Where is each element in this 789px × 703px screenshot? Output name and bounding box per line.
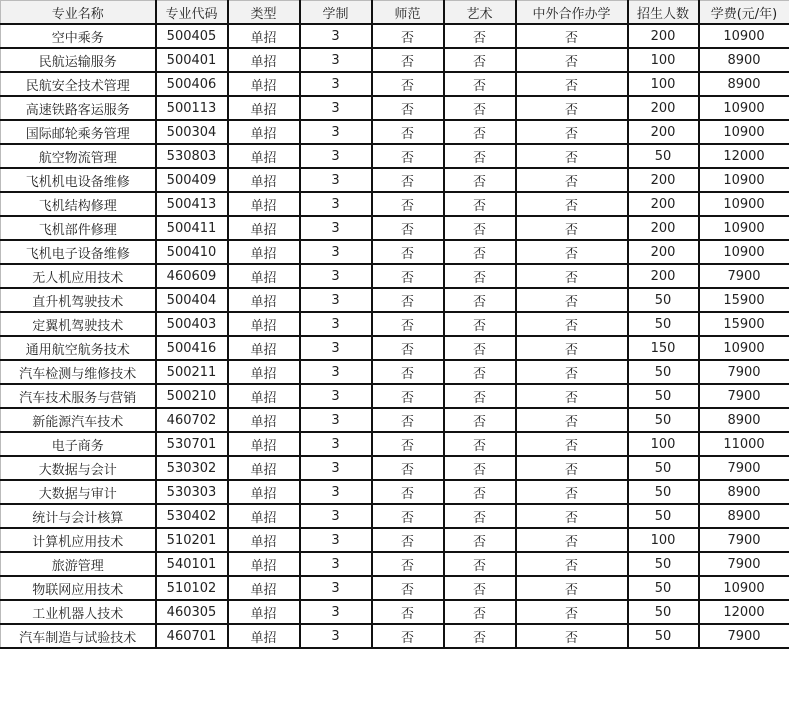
cell-duration: 3 (300, 168, 372, 192)
cell-art: 否 (444, 552, 516, 576)
cell-duration: 3 (300, 360, 372, 384)
cell-type: 单招 (228, 504, 300, 528)
cell-tuition: 15900 (699, 288, 789, 312)
cell-tuition: 7900 (699, 384, 789, 408)
cell-major-code: 500405 (156, 24, 228, 48)
cell-duration: 3 (300, 96, 372, 120)
cell-joint-program: 否 (516, 288, 628, 312)
cell-joint-program: 否 (516, 216, 628, 240)
table-row (1, 432, 789, 456)
cell-enrollment: 50 (628, 576, 699, 600)
cell-joint-program: 否 (516, 336, 628, 360)
cell-major-code: 500113 (156, 96, 228, 120)
cell-normal-school: 否 (372, 552, 444, 576)
cell-major-name: 旅游管理 (1, 552, 156, 576)
cell-type: 单招 (228, 24, 300, 48)
cell-normal-school: 否 (372, 72, 444, 96)
cell-duration: 3 (300, 504, 372, 528)
column-header-major-name: 专业名称 (1, 1, 156, 25)
cell-type: 单招 (228, 432, 300, 456)
cell-joint-program: 否 (516, 408, 628, 432)
cell-major-code: 460701 (156, 624, 228, 648)
cell-major-name: 计算机应用技术 (1, 528, 156, 552)
cell-major-name: 大数据与审计 (1, 480, 156, 504)
cell-normal-school: 否 (372, 336, 444, 360)
cell-enrollment: 100 (628, 432, 699, 456)
cell-major-name: 无人机应用技术 (1, 264, 156, 288)
cell-enrollment: 50 (628, 456, 699, 480)
column-header-joint-program: 中外合作办学 (516, 1, 628, 25)
cell-duration: 3 (300, 264, 372, 288)
cell-major-name: 国际邮轮乘务管理 (1, 120, 156, 144)
cell-duration: 3 (300, 600, 372, 624)
table-row (1, 48, 789, 72)
column-header-art: 艺术 (444, 1, 516, 25)
cell-type: 单招 (228, 408, 300, 432)
table-row (1, 144, 789, 168)
cell-enrollment: 50 (628, 480, 699, 504)
cell-art: 否 (444, 24, 516, 48)
cell-type: 单招 (228, 168, 300, 192)
column-header-type: 类型 (228, 1, 300, 25)
cell-type: 单招 (228, 528, 300, 552)
cell-tuition: 8900 (699, 408, 789, 432)
cell-major-name: 工业机器人技术 (1, 600, 156, 624)
cell-duration: 3 (300, 192, 372, 216)
cell-major-name: 直升机驾驶技术 (1, 288, 156, 312)
cell-art: 否 (444, 48, 516, 72)
cell-normal-school: 否 (372, 216, 444, 240)
cell-tuition: 10900 (699, 96, 789, 120)
cell-type: 单招 (228, 312, 300, 336)
table-row (1, 216, 789, 240)
cell-joint-program: 否 (516, 312, 628, 336)
header-row (1, 1, 789, 25)
cell-duration: 3 (300, 528, 372, 552)
cell-art: 否 (444, 312, 516, 336)
cell-joint-program: 否 (516, 264, 628, 288)
cell-art: 否 (444, 216, 516, 240)
cell-enrollment: 200 (628, 24, 699, 48)
cell-tuition: 10900 (699, 240, 789, 264)
cell-art: 否 (444, 432, 516, 456)
cell-joint-program: 否 (516, 456, 628, 480)
cell-duration: 3 (300, 480, 372, 504)
cell-enrollment: 50 (628, 408, 699, 432)
table-row (1, 576, 789, 600)
cell-art: 否 (444, 624, 516, 648)
cell-major-name: 大数据与会计 (1, 456, 156, 480)
cell-art: 否 (444, 504, 516, 528)
cell-joint-program: 否 (516, 600, 628, 624)
cell-normal-school: 否 (372, 600, 444, 624)
cell-normal-school: 否 (372, 96, 444, 120)
cell-enrollment: 50 (628, 504, 699, 528)
cell-major-name: 民航运输服务 (1, 48, 156, 72)
cell-type: 单招 (228, 120, 300, 144)
cell-enrollment: 50 (628, 600, 699, 624)
cell-type: 单招 (228, 480, 300, 504)
cell-normal-school: 否 (372, 432, 444, 456)
cell-major-name: 物联网应用技术 (1, 576, 156, 600)
cell-art: 否 (444, 72, 516, 96)
cell-tuition: 10900 (699, 120, 789, 144)
cell-tuition: 10900 (699, 336, 789, 360)
cell-tuition: 10900 (699, 168, 789, 192)
cell-normal-school: 否 (372, 624, 444, 648)
column-header-major-code: 专业代码 (156, 1, 228, 25)
cell-major-name: 飞机电子设备维修 (1, 240, 156, 264)
cell-major-code: 500403 (156, 312, 228, 336)
cell-type: 单招 (228, 456, 300, 480)
cell-duration: 3 (300, 288, 372, 312)
cell-major-code: 530302 (156, 456, 228, 480)
table-row (1, 168, 789, 192)
cell-type: 单招 (228, 384, 300, 408)
cell-type: 单招 (228, 600, 300, 624)
column-header-tuition: 学费(元/年) (699, 1, 789, 25)
cell-type: 单招 (228, 336, 300, 360)
cell-major-code: 530303 (156, 480, 228, 504)
cell-duration: 3 (300, 72, 372, 96)
cell-art: 否 (444, 480, 516, 504)
cell-duration: 3 (300, 432, 372, 456)
cell-normal-school: 否 (372, 480, 444, 504)
cell-joint-program: 否 (516, 192, 628, 216)
cell-normal-school: 否 (372, 240, 444, 264)
cell-major-name: 汽车检测与维修技术 (1, 360, 156, 384)
cell-major-code: 500416 (156, 336, 228, 360)
cell-tuition: 8900 (699, 504, 789, 528)
table-row (1, 360, 789, 384)
column-header-normal-school: 师范 (372, 1, 444, 25)
cell-major-code: 500413 (156, 192, 228, 216)
cell-major-name: 定翼机驾驶技术 (1, 312, 156, 336)
cell-major-name: 汽车制造与试验技术 (1, 624, 156, 648)
cell-major-name: 汽车技术服务与营销 (1, 384, 156, 408)
cell-major-code: 510201 (156, 528, 228, 552)
cell-major-code: 500410 (156, 240, 228, 264)
column-header-duration: 学制 (300, 1, 372, 25)
cell-tuition: 8900 (699, 72, 789, 96)
cell-major-name: 民航安全技术管理 (1, 72, 156, 96)
cell-enrollment: 100 (628, 528, 699, 552)
table-row (1, 288, 789, 312)
cell-joint-program: 否 (516, 480, 628, 504)
cell-type: 单招 (228, 264, 300, 288)
cell-art: 否 (444, 192, 516, 216)
table-row (1, 504, 789, 528)
cell-tuition: 12000 (699, 144, 789, 168)
cell-type: 单招 (228, 288, 300, 312)
cell-normal-school: 否 (372, 384, 444, 408)
cell-enrollment: 100 (628, 48, 699, 72)
table-row (1, 24, 789, 48)
table-row (1, 552, 789, 576)
cell-normal-school: 否 (372, 192, 444, 216)
table-row (1, 600, 789, 624)
cell-tuition: 11000 (699, 432, 789, 456)
cell-tuition: 7900 (699, 264, 789, 288)
cell-joint-program: 否 (516, 528, 628, 552)
cell-major-name: 通用航空航务技术 (1, 336, 156, 360)
cell-major-code: 460702 (156, 408, 228, 432)
cell-duration: 3 (300, 336, 372, 360)
cell-major-code: 540101 (156, 552, 228, 576)
cell-joint-program: 否 (516, 576, 628, 600)
cell-enrollment: 50 (628, 288, 699, 312)
cell-major-code: 500404 (156, 288, 228, 312)
cell-tuition: 10900 (699, 576, 789, 600)
cell-duration: 3 (300, 456, 372, 480)
cell-tuition: 7900 (699, 624, 789, 648)
cell-enrollment: 200 (628, 216, 699, 240)
cell-enrollment: 50 (628, 384, 699, 408)
cell-tuition: 10900 (699, 216, 789, 240)
table-row (1, 624, 789, 648)
cell-major-name: 电子商务 (1, 432, 156, 456)
cell-type: 单招 (228, 192, 300, 216)
cell-major-name: 统计与会计核算 (1, 504, 156, 528)
cell-enrollment: 50 (628, 624, 699, 648)
cell-joint-program: 否 (516, 432, 628, 456)
cell-joint-program: 否 (516, 360, 628, 384)
cell-art: 否 (444, 384, 516, 408)
cell-enrollment: 150 (628, 336, 699, 360)
cell-major-name: 航空物流管理 (1, 144, 156, 168)
table-row (1, 264, 789, 288)
cell-enrollment: 200 (628, 192, 699, 216)
cell-type: 单招 (228, 360, 300, 384)
cell-joint-program: 否 (516, 552, 628, 576)
cell-major-code: 500411 (156, 216, 228, 240)
table-row (1, 408, 789, 432)
table-row (1, 240, 789, 264)
cell-joint-program: 否 (516, 24, 628, 48)
cell-duration: 3 (300, 48, 372, 72)
cell-art: 否 (444, 288, 516, 312)
cell-tuition: 15900 (699, 312, 789, 336)
cell-joint-program: 否 (516, 384, 628, 408)
cell-tuition: 7900 (699, 456, 789, 480)
cell-major-code: 460609 (156, 264, 228, 288)
cell-art: 否 (444, 96, 516, 120)
cell-major-code: 500210 (156, 384, 228, 408)
cell-major-code: 530803 (156, 144, 228, 168)
cell-normal-school: 否 (372, 312, 444, 336)
cell-enrollment: 200 (628, 264, 699, 288)
table-row (1, 120, 789, 144)
cell-art: 否 (444, 456, 516, 480)
cell-art: 否 (444, 168, 516, 192)
table-row (1, 456, 789, 480)
cell-joint-program: 否 (516, 96, 628, 120)
cell-enrollment: 50 (628, 552, 699, 576)
cell-duration: 3 (300, 144, 372, 168)
cell-major-code: 500406 (156, 72, 228, 96)
cell-type: 单招 (228, 216, 300, 240)
cell-joint-program: 否 (516, 504, 628, 528)
cell-type: 单招 (228, 72, 300, 96)
cell-duration: 3 (300, 624, 372, 648)
cell-major-code: 500304 (156, 120, 228, 144)
cell-tuition: 10900 (699, 24, 789, 48)
cell-major-code: 460305 (156, 600, 228, 624)
cell-major-code: 530402 (156, 504, 228, 528)
cell-major-code: 500401 (156, 48, 228, 72)
cell-major-code: 500409 (156, 168, 228, 192)
cell-art: 否 (444, 360, 516, 384)
cell-art: 否 (444, 144, 516, 168)
cell-joint-program: 否 (516, 72, 628, 96)
cell-duration: 3 (300, 384, 372, 408)
cell-art: 否 (444, 528, 516, 552)
cell-art: 否 (444, 120, 516, 144)
cell-joint-program: 否 (516, 240, 628, 264)
table-row (1, 192, 789, 216)
cell-major-name: 新能源汽车技术 (1, 408, 156, 432)
cell-tuition: 7900 (699, 552, 789, 576)
table-row (1, 528, 789, 552)
cell-duration: 3 (300, 216, 372, 240)
cell-normal-school: 否 (372, 264, 444, 288)
cell-art: 否 (444, 576, 516, 600)
column-header-enrollment: 招生人数 (628, 1, 699, 25)
table-row (1, 480, 789, 504)
table-row (1, 312, 789, 336)
table-row (1, 72, 789, 96)
cell-major-name: 空中乘务 (1, 24, 156, 48)
cell-joint-program: 否 (516, 168, 628, 192)
cell-duration: 3 (300, 576, 372, 600)
cell-tuition: 8900 (699, 480, 789, 504)
cell-tuition: 10900 (699, 192, 789, 216)
cell-joint-program: 否 (516, 48, 628, 72)
table-row (1, 384, 789, 408)
cell-tuition: 12000 (699, 600, 789, 624)
cell-enrollment: 50 (628, 144, 699, 168)
cell-art: 否 (444, 336, 516, 360)
cell-joint-program: 否 (516, 144, 628, 168)
cell-normal-school: 否 (372, 24, 444, 48)
cell-normal-school: 否 (372, 576, 444, 600)
cell-major-name: 飞机结构修理 (1, 192, 156, 216)
cell-type: 单招 (228, 240, 300, 264)
cell-type: 单招 (228, 48, 300, 72)
cell-duration: 3 (300, 24, 372, 48)
cell-duration: 3 (300, 312, 372, 336)
cell-duration: 3 (300, 552, 372, 576)
cell-type: 单招 (228, 552, 300, 576)
cell-normal-school: 否 (372, 360, 444, 384)
cell-tuition: 7900 (699, 360, 789, 384)
cell-normal-school: 否 (372, 144, 444, 168)
cell-normal-school: 否 (372, 504, 444, 528)
cell-tuition: 7900 (699, 528, 789, 552)
cell-art: 否 (444, 264, 516, 288)
cell-enrollment: 200 (628, 120, 699, 144)
cell-enrollment: 200 (628, 240, 699, 264)
cell-enrollment: 50 (628, 312, 699, 336)
cell-duration: 3 (300, 408, 372, 432)
cell-normal-school: 否 (372, 168, 444, 192)
cell-enrollment: 200 (628, 96, 699, 120)
cell-normal-school: 否 (372, 288, 444, 312)
cell-art: 否 (444, 408, 516, 432)
cell-major-name: 飞机机电设备维修 (1, 168, 156, 192)
cell-normal-school: 否 (372, 408, 444, 432)
cell-normal-school: 否 (372, 456, 444, 480)
cell-art: 否 (444, 240, 516, 264)
cell-duration: 3 (300, 240, 372, 264)
cell-enrollment: 200 (628, 168, 699, 192)
cell-type: 单招 (228, 96, 300, 120)
cell-type: 单招 (228, 144, 300, 168)
cell-normal-school: 否 (372, 48, 444, 72)
cell-type: 单招 (228, 624, 300, 648)
table-row (1, 96, 789, 120)
cell-major-code: 510102 (156, 576, 228, 600)
cell-major-code: 530701 (156, 432, 228, 456)
cell-major-name: 高速铁路客运服务 (1, 96, 156, 120)
table-row (1, 336, 789, 360)
cell-joint-program: 否 (516, 120, 628, 144)
cell-tuition: 8900 (699, 48, 789, 72)
cell-art: 否 (444, 600, 516, 624)
cell-normal-school: 否 (372, 120, 444, 144)
cell-joint-program: 否 (516, 624, 628, 648)
cell-major-code: 500211 (156, 360, 228, 384)
cell-type: 单招 (228, 576, 300, 600)
cell-enrollment: 50 (628, 360, 699, 384)
cell-duration: 3 (300, 120, 372, 144)
cell-major-name: 飞机部件修理 (1, 216, 156, 240)
cell-enrollment: 100 (628, 72, 699, 96)
cell-normal-school: 否 (372, 528, 444, 552)
